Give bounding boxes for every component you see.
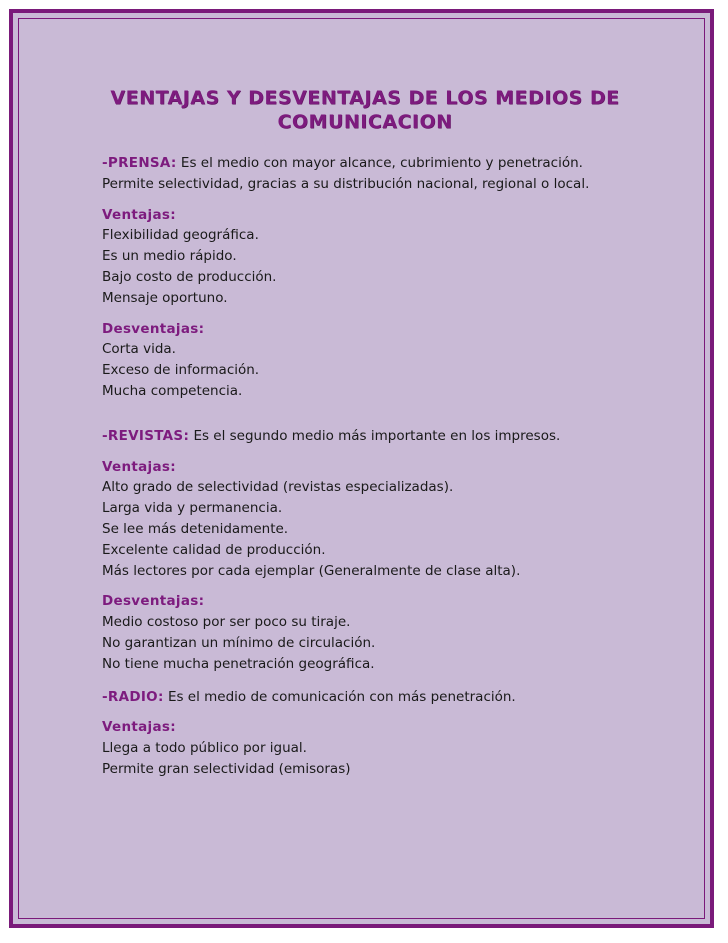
radio-ventajas-heading: Ventajas: [102,719,176,736]
list-item: Se lee más detenidamente. [102,520,289,537]
revistas-intro: Es el segundo medio más importante en los impresos. [189,427,561,444]
list-item: No tiene mucha penetración geográfica. [102,655,375,672]
list-item: Es un medio rápido. [102,248,237,265]
list-item: Excelente calidad de producción. [102,541,326,558]
revistas-intro-line [102,426,702,447]
list-item: Mucha competencia. [102,382,243,399]
prensa-intro-line [102,153,702,174]
list-item: Flexibilidad geográfica. [102,227,259,244]
list-item: Medio costoso por ser poco su tiraje. [102,614,351,631]
radio-intro-line [102,687,702,708]
list-item: Bajo costo de producción. [102,268,277,285]
title-line-1: VENTAJAS Y DESVENTAJAS DE LOS MEDIOS DE [110,87,620,109]
list-item: No garantizan un mínimo de circulación. [102,634,376,651]
list-item: Larga vida y permanencia. [102,500,283,517]
revistas-ventajas-heading: Ventajas: [102,458,176,475]
prensa-intro: Es el medio con mayor alcance, cubrimiento y penetración. [176,155,583,171]
prensa-intro-2: Permite selectividad, gracias a su distribución nacional, regional o local. [102,175,590,192]
section-radio [102,687,702,780]
list-item: Alto grado de selectividad (revistas especializadas). [102,479,454,496]
prensa-ventajas-heading: Ventajas: [102,206,176,223]
revistas-label: -REVISTAS: [102,427,190,444]
list-item: Corta vida. [102,341,176,358]
list-item: Permite gran selectividad (emisoras) [102,760,351,777]
prensa-label: -PRENSA: [102,155,177,171]
list-item: Mensaje oportuno. [102,289,228,306]
revistas-desventajas-heading: Desventajas: [102,593,205,610]
section-revistas [102,426,702,675]
list-item: Más lectores por cada ejemplar (Generalmente de clase alta). [102,562,521,579]
radio-intro: Es el medio de comunicación con más penetración. [163,688,516,705]
radio-label: -RADIO: [102,688,164,705]
document-body [102,153,702,780]
document-title [100,86,630,134]
section-prensa [102,153,702,402]
list-item: Llega a todo público por igual. [102,740,307,757]
prensa-desventajas-heading: Desventajas: [102,320,205,337]
title-line-2: COMUNICACION [277,111,453,133]
list-item: Exceso de información. [102,362,260,379]
